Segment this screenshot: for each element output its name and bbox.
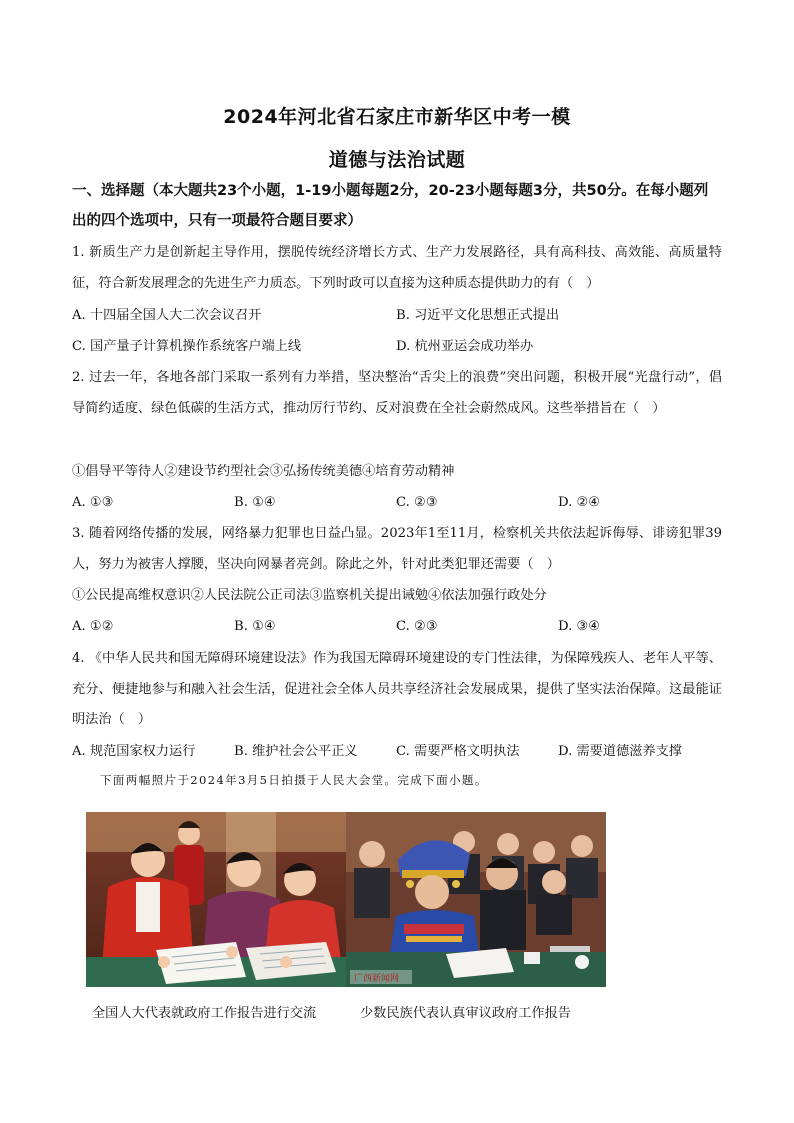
question-1-option-c: C. 国产量子计算机操作系统客户端上线 (72, 339, 302, 354)
question-3-option-a: A. ①② (72, 619, 114, 634)
photo-minority-delegate-illustration (346, 812, 606, 987)
question-4-option-b: B. 维护社会公平正义 (234, 744, 358, 759)
question-4-option-d: D. 需要道德滋养支撑 (558, 744, 682, 759)
photo-intro-note: 下面两幅照片于2024年3月5日拍摄于人民大会堂。完成下面小题。 (100, 773, 488, 787)
exam-title: 2024年河北省石家庄市新华区中考一模 (223, 106, 571, 128)
question-3-stem: 3. 随着网络传播的发展，网络暴力犯罪也日益凸显。2023年1至11月，检察机关共依法起诉侮辱、诽谤犯罪39人，努力为被害人撑腰，坚决向网暴者亮剑。除此之外，针对此类犯罪还需要（ ） (72, 526, 722, 572)
question-1-option-b: B. 习近平文化思想正式提出 (396, 308, 560, 323)
photo-delegates-discussion (86, 812, 346, 987)
question-1-options-row-1 (72, 301, 722, 331)
question-2-option-d: D. ②④ (558, 495, 601, 510)
section-heading: 一、选择题（本大题共23个小题，1-19小题每题2分，20-23小题每题3分，共50分。在每小题列出的四个选项中，只有一项最符合题目要求） (72, 183, 709, 229)
left-photo-caption: 全国人大代表就政府工作报告进行交流 (92, 1006, 317, 1021)
question-2-option-b: B. ①④ (234, 495, 276, 510)
right-photo-caption: 少数民族代表认真审议政府工作报告 (360, 1006, 571, 1021)
question-3-option-d: D. ③④ (558, 619, 601, 634)
question-3-options (72, 612, 722, 642)
question-4-stem: 4. 《中华人民共和国无障碍环境建设法》作为我国无障碍环境建设的专门性法律，为保障残疾人、老年人平等、充分、便捷地参与和融入社会生活，促进社会全体人员共享经济社会发展成果，提供了坚实法治保障。这最能证明法治（ ） (72, 651, 722, 727)
question-4-options (72, 737, 722, 767)
question-1-option-a: A. 十四届全国人大二次会议召开 (72, 308, 262, 323)
question-2-stem: 2. 过去一年，各地各部门采取一系列有力举措，坚决整治“舌尖上的浪费”突出问题，积极开展“光盘行动”，倡导简约适度、绿色低碳的生活方式，推动厉行节约、反对浪费在全社会蔚然成风。这些举措旨在（ ） (72, 370, 722, 416)
question-1-option-d: D. 杭州亚运会成功举办 (396, 339, 534, 354)
question-1-stem: 1. 新质生产力是创新起主导作用，摆脱传统经济增长方式、生产力发展路径，具有高科技、高效能、高质量特征，符合新发展理念的先进生产力质态。下列时政可以直接为这种质态提供助力的有（ ） (72, 245, 722, 291)
photo-watermark: 广西新闻网 (354, 974, 400, 984)
question-2-option-a: A. ①③ (72, 495, 114, 510)
question-3-option-c: C. ②③ (396, 619, 438, 634)
photo-minority-delegate (346, 812, 606, 987)
photo-delegates-discussion-illustration (86, 812, 346, 987)
exam-subject-title: 道德与法治试题 (328, 149, 466, 171)
question-2-option-c: C. ②③ (396, 495, 438, 510)
question-4-option-c: C. 需要严格文明执法 (396, 744, 520, 759)
question-4-option-a: A. 规范国家权力运行 (72, 744, 196, 759)
question-3-option-b: B. ①④ (234, 619, 276, 634)
question-1-options-row-2 (72, 332, 722, 362)
question-3-statements: ①公民提高维权意识②人民法院公正司法③监察机关提出诫勉④依法加强行政处分 (72, 588, 547, 603)
question-2-statements: ①倡导平等待人②建设节约型社会③弘扬传统美德④培育劳动精神 (72, 464, 455, 479)
question-2-options (72, 488, 722, 518)
